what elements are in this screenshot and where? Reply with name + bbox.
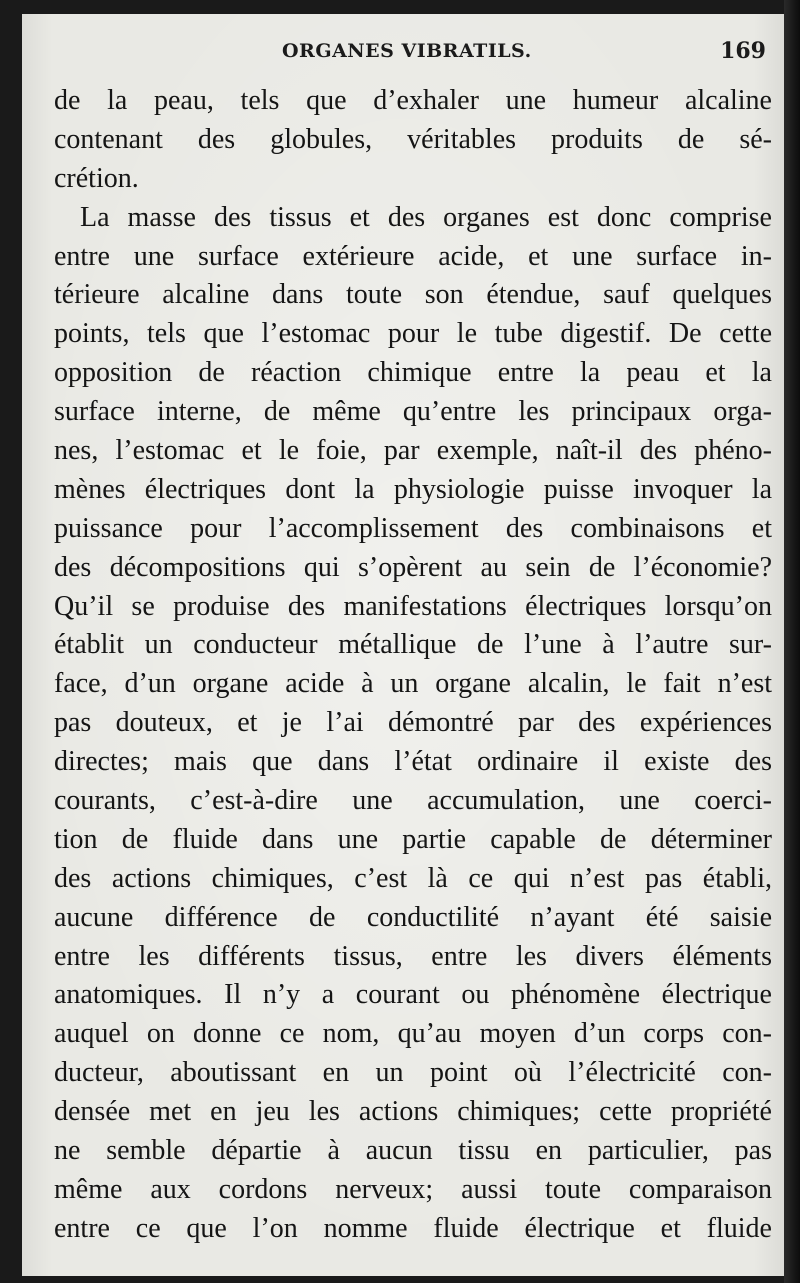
text-line: entre une surface extérieure acide, et une surface in-: [54, 240, 772, 272]
text-line: directes; mais que dans l’état ordinaire il existe des: [54, 746, 772, 778]
text-line: tion de fluide dans une partie capable de déterminer: [54, 823, 772, 855]
text-line: crétion.: [54, 162, 139, 194]
text-line: de la peau, tels que d’exhaler une humeur alcaline: [54, 85, 772, 116]
text-line: aucune différence de conductilité n’ayant été saisie: [54, 901, 772, 933]
text-line: ne semble départie à aucun tissu en particulier, pas: [54, 1135, 772, 1167]
paragraph: [54, 199, 772, 1249]
text-line: établit un conducteur métallique de l’une à l’autre sur-: [54, 629, 772, 661]
text-line: même aux cordons nerveux; aussi toute comparaison: [54, 1173, 772, 1205]
text-line: des décompositions qui s’opèrent au sein de l’économie?: [54, 551, 772, 583]
text-line: anatomiques. Il n’y a courant ou phénomène électrique: [54, 979, 772, 1011]
running-head: ORGANES VIBRATILS.: [282, 40, 532, 62]
text-line: des actions chimiques, c’est là ce qui n’est pas établi,: [54, 862, 772, 894]
body-text: [54, 82, 772, 1249]
text-line: entre ce que l’on nomme fluide électrique et fluide: [54, 1212, 772, 1244]
text-line: opposition de réaction chimique entre la peau et la: [54, 357, 772, 389]
text-line: nes, l’estomac et le foie, par exemple, naît-il des phéno-: [54, 435, 772, 467]
page-header: [22, 38, 784, 78]
text-line: densée met en jeu les actions chimiques; cette propriété: [54, 1096, 772, 1128]
text-line: face, d’un organe acide à un organe alcalin, le fait n’est: [54, 668, 772, 700]
text-line: Qu’il se produise des manifestations électriques lorsqu’on: [54, 590, 772, 622]
text-line: courants, c’est-à-dire une accumulation, une coerci-: [54, 785, 772, 817]
text-line: pas douteux, et je l’ai démontré par des expériences: [54, 707, 772, 739]
text-line: puissance pour l’accomplissement des combinaisons et: [54, 512, 772, 544]
book-page: [22, 14, 784, 1276]
text-line: térieure alcaline dans toute son étendue, sauf quelques: [54, 279, 772, 311]
paragraph: [54, 82, 772, 199]
text-line: auquel on donne ce nom, qu’au moyen d’un corps con-: [54, 1018, 772, 1050]
text-line: contenant des globules, véritables produits de sé-: [54, 123, 772, 155]
page-edge-shadow: [784, 0, 800, 1283]
page-number: 169: [720, 38, 766, 64]
text-line: mènes électriques dont la physiologie puisse invoquer la: [54, 473, 772, 505]
text-line: points, tels que l’estomac pour le tube digestif. De cette: [54, 318, 772, 350]
text-line: entre les différents tissus, entre les divers éléments: [54, 940, 772, 972]
text-line: surface interne, de même qu’entre les principaux orga-: [54, 396, 772, 428]
text-line: La masse des tissus et des organes est donc comprise: [80, 201, 772, 233]
text-line: ducteur, aboutissant en un point où l’électricité con-: [54, 1057, 772, 1089]
